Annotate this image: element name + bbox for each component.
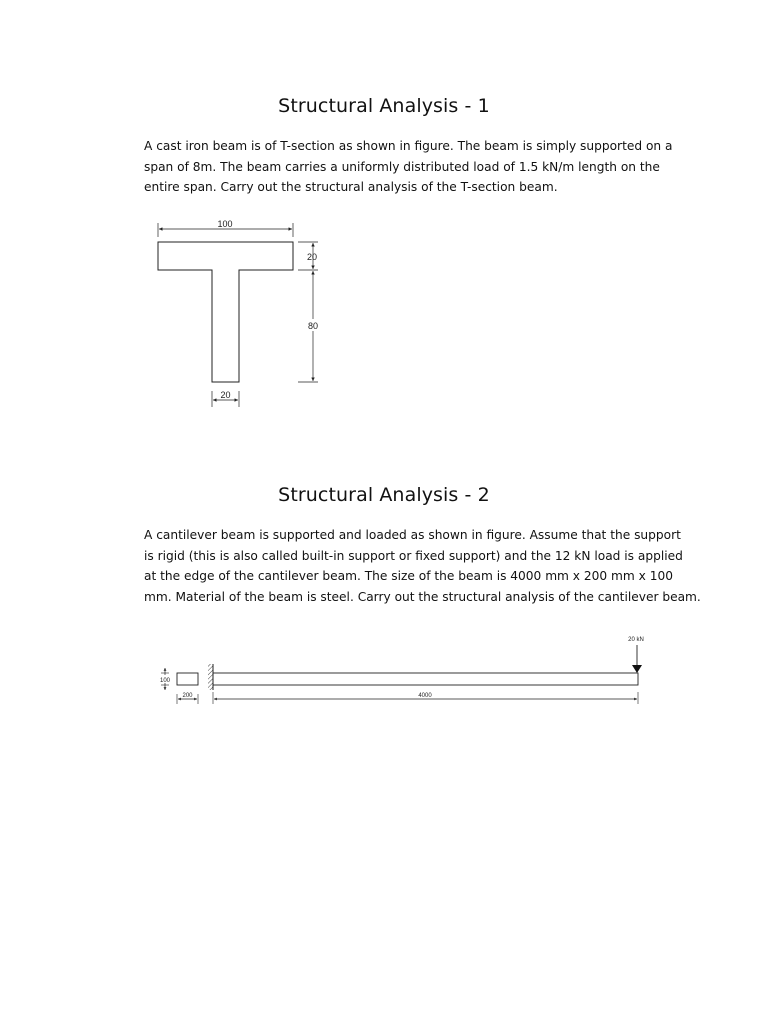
cantilever-beam [213, 673, 638, 685]
section-2-paragraph [144, 525, 701, 607]
web-width-label: 20 [220, 390, 231, 400]
paragraph-line: A cast iron beam is of T-section as shown in figure. The beam is simply supported on a [144, 139, 673, 153]
web-depth-label: 80 [307, 321, 319, 331]
paragraph-line: at the edge of the cantilever beam. The size of the beam is 4000 mm x 200 mm x 100 [144, 569, 673, 583]
point-load-label: 20 kN [628, 637, 644, 643]
beam-length-label: 4000 [418, 693, 432, 699]
section-1-title: Structural Analysis - 1 [278, 95, 490, 117]
t-section-figure [150, 215, 340, 415]
paragraph-line: entire span. Carry out the structural analysis of the T-section beam. [144, 180, 558, 194]
section-height-label: 100 [159, 678, 171, 684]
section-width-label: 200 [182, 693, 193, 699]
flange-depth-label: 20 [306, 252, 318, 262]
paragraph-line: mm. Material of the beam is steel. Carry out the structural analysis of the cantilever beam. [144, 589, 701, 604]
section-2-title: Structural Analysis - 2 [278, 484, 490, 506]
fixed-support-hatch [208, 664, 213, 690]
paragraph-line: span of 8m. The beam carries a uniformly distributed load of 1.5 kN/m length on the [144, 159, 660, 174]
paragraph-line: is rigid (this is also called built-in support or fixed support) and the 12 kN load is applied [144, 548, 683, 563]
t-section-outline [158, 242, 293, 382]
paragraph-line: A cantilever beam is supported and loaded as shown in figure. Assume that the support [144, 528, 681, 542]
beam-cross-section [177, 673, 198, 685]
cantilever-beam-figure [155, 630, 655, 710]
flange-width-label: 100 [217, 219, 233, 229]
section-1-paragraph [144, 136, 673, 198]
